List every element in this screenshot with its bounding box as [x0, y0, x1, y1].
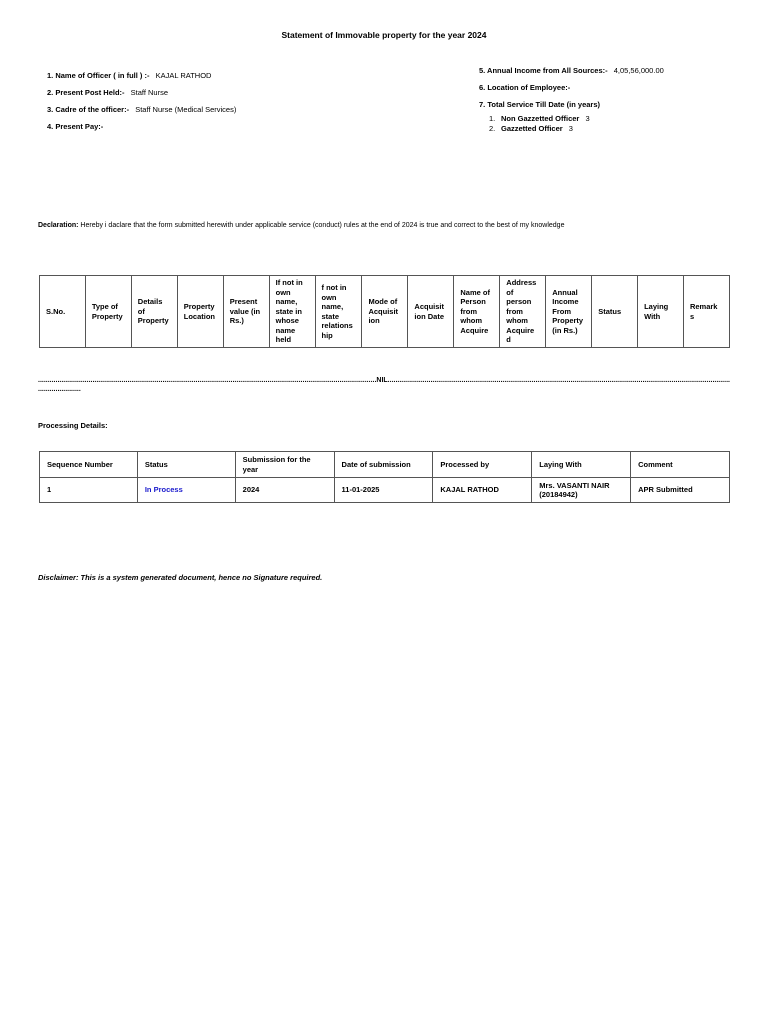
- header-cell: Address of person from whom Acquire d: [500, 276, 546, 348]
- header-cell: f not in own name, state relations hip: [315, 276, 362, 348]
- processed-by-cell: KAJAL RATHOD: [433, 478, 532, 503]
- service-item: [489, 124, 759, 134]
- header-cell: Laying With: [638, 276, 684, 348]
- processing-header-row: [40, 452, 730, 478]
- page-title: Statement of Immovable property for the year 2024: [281, 30, 487, 40]
- service-item-value: 3: [568, 124, 573, 133]
- service-item-label: Gazzetted Officer: [501, 124, 563, 133]
- header-cell: Type of Property: [85, 276, 131, 348]
- laying-with-cell: Mrs. VASANTI NAIR (20184942): [532, 478, 631, 503]
- header-cell: Remark s: [683, 276, 729, 348]
- submission-year-cell: 2024: [235, 478, 334, 503]
- declaration-label: Declaration:: [38, 222, 79, 229]
- header-cell: Status: [137, 452, 235, 478]
- disclaimer: Disclaimer: This is a system generated document, hence no Signature required.: [38, 573, 323, 582]
- officer-name-value: KAJAL RATHOD: [155, 71, 212, 80]
- status-cell[interactable]: In Process: [137, 478, 235, 503]
- nil-line: ..............................................................................................................................................................................NIL................................................................................................................................................................................: [38, 377, 730, 384]
- annual-income-label: 5. Annual Income from All Sources:-: [479, 66, 608, 75]
- present-post-label: 2. Present Post Held:-: [47, 88, 125, 97]
- header-cell: Name of Person from whom Acquire: [454, 276, 500, 348]
- header-cell: If not in own name, state in whose name held: [269, 276, 315, 348]
- sequence-number-cell: 1: [40, 478, 138, 503]
- service-list: [489, 114, 759, 134]
- cadre-value: Staff Nurse (Medical Services): [135, 105, 237, 114]
- header-cell: Date of submission: [334, 452, 433, 478]
- header-cell: Submission for the year: [235, 452, 334, 478]
- location-row: [479, 83, 759, 100]
- processing-title: Processing Details:: [38, 421, 108, 430]
- employee-info: [479, 66, 759, 134]
- cadre-row: [47, 105, 427, 122]
- present-post-value: Staff Nurse: [130, 88, 169, 97]
- header-cell: Property Location: [177, 276, 223, 348]
- header-cell: Status: [592, 276, 638, 348]
- header-cell: S.No.: [40, 276, 86, 348]
- present-post-row: [47, 88, 427, 105]
- officer-info: [47, 71, 427, 139]
- nil-line-continuation: ......................: [38, 386, 81, 393]
- declaration: [38, 222, 738, 229]
- header-cell: Sequence Number: [40, 452, 138, 478]
- header-cell: Annual Income From Property (in Rs.): [546, 276, 592, 348]
- header-cell: Present value (in Rs.): [223, 276, 269, 348]
- present-pay-label: 4. Present Pay:-: [47, 122, 104, 131]
- officer-name-row: [47, 71, 427, 88]
- header-cell: Mode of Acquisit ion: [362, 276, 408, 348]
- declaration-text: Hereby i daclare that the form submitted herewith under applicable service (conduct) rules at the end of 2024 is true and correct to the best of my knowledge: [80, 222, 565, 229]
- header-cell: Details of Property: [131, 276, 177, 348]
- service-row: [479, 100, 759, 114]
- comment-cell: APR Submitted: [631, 478, 730, 503]
- service-item-number: 1.: [489, 114, 496, 123]
- header-cell: Processed by: [433, 452, 532, 478]
- property-header-row: [40, 276, 730, 348]
- cadre-label: 3. Cadre of the officer:-: [47, 105, 130, 114]
- table-row: [40, 478, 730, 503]
- annual-income-row: [479, 66, 759, 83]
- officer-name-label: 1. Name of Officer ( in full ) :-: [47, 71, 150, 80]
- location-label: 6. Location of Employee:-: [479, 83, 571, 92]
- service-item-label: Non Gazzetted Officer: [501, 114, 580, 123]
- present-pay-row: [47, 122, 427, 139]
- header-cell: Laying With: [532, 452, 631, 478]
- annual-income-value: 4,05,56,000.00: [613, 66, 664, 75]
- submission-date-cell: 11-01-2025: [334, 478, 433, 503]
- header-cell: Comment: [631, 452, 730, 478]
- header-cell: Acquisit ion Date: [408, 276, 454, 348]
- property-table: [39, 275, 730, 348]
- service-label: 7. Total Service Till Date (in years): [479, 100, 601, 109]
- service-item-value: 3: [585, 114, 590, 123]
- processing-table: [39, 451, 730, 503]
- service-item-number: 2.: [489, 124, 496, 133]
- service-item: [489, 114, 759, 124]
